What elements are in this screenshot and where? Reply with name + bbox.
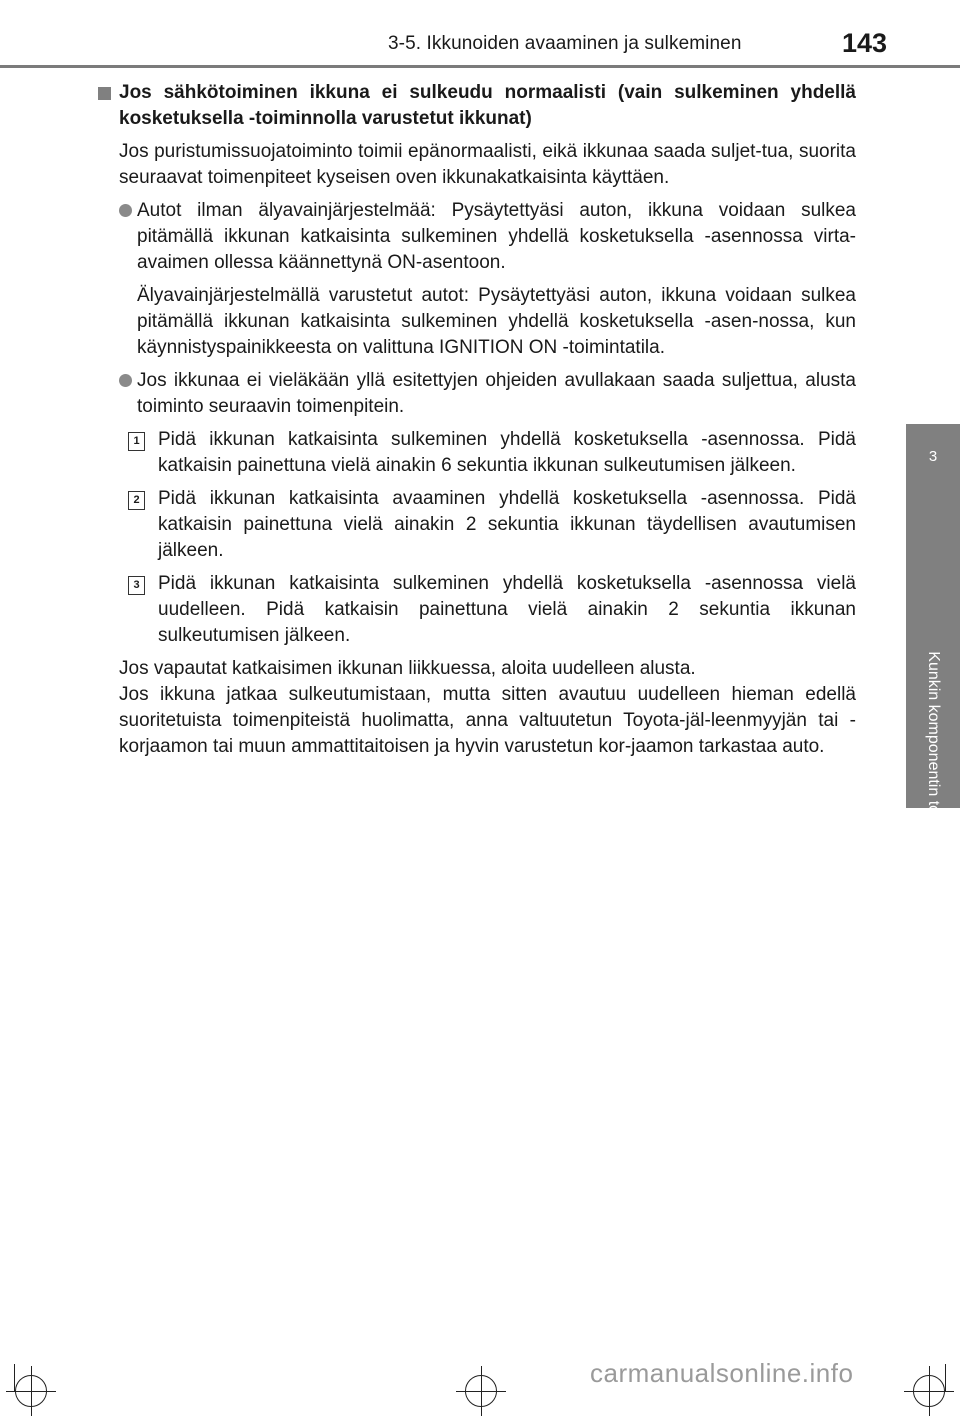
step-item — [133, 571, 856, 649]
registration-mark-icon — [913, 1375, 945, 1407]
step-item — [133, 427, 856, 479]
main-content — [98, 80, 856, 760]
page-number: 143 — [842, 28, 888, 58]
step-item — [133, 486, 856, 564]
bullet-text: Autot ilman älyavainjärjestelmää: Pysäytettyäsi auton, ikkuna voidaan sulkea pitämällä ikkunan katkaisinta sulkeminen yhdellä kosketuksella -asennossa virta-avaimen ollessa käännettynä ON-asentoon. — [137, 200, 856, 273]
watermark: carmanualsonline.info — [590, 1358, 854, 1388]
note-paragraph: Jos vapautat katkaisimen ikkunan liikkuessa, aloita uudelleen alusta. — [119, 658, 696, 679]
step-number-badge: 1 — [128, 432, 145, 451]
chapter-title: Kunkin komponentin toiminta — [925, 651, 942, 857]
header-divider — [0, 65, 960, 68]
round-bullet-icon — [119, 204, 132, 217]
step-text: Pidä ikkunan katkaisinta avaaminen yhdellä kosketuksella -asennossa. Pidä katkaisin painettuna vielä ainakin 2 sekuntia ikkunan täydellisen avautumisen jälkeen. — [158, 488, 856, 561]
intro-paragraph: Jos puristumissuojatoiminto toimii epänormaalisti, eikä ikkunaa saada suljet-tua, suorita seuraavat toimenpiteet kyseisen oven ikkunakatkaisinta käyttäen. — [119, 141, 856, 188]
bullet-sub-paragraph: Älyavainjärjestelmällä varustetut autot: Pysäytettyäsi auton, ikkuna voidaan sulkea pitämällä ikkunan katkaisinta sulkeminen yhdellä kosketuksella -asen-nossa, kun käynnistyspainikkeesta on valittuna IGNITION ON -toimintatila. — [137, 285, 856, 358]
step-number-badge: 3 — [128, 576, 145, 595]
chapter-side-tab — [906, 424, 960, 857]
step-number-badge: 2 — [128, 491, 145, 510]
list-item — [137, 198, 856, 276]
section-heading — [98, 80, 856, 132]
section-heading-text: Jos sähkötoiminen ikkuna ei sulkeudu normaalisti (vain sulkeminen yhdellä kosketuksella -toiminnolla varustetut ikkunat) — [119, 82, 856, 129]
step-text: Pidä ikkunan katkaisinta sulkeminen yhdellä kosketuksella -asennossa. Pidä katkaisin painettuna vielä ainakin 6 sekuntia ikkunan sulkeutumisen jälkeen. — [158, 429, 856, 476]
step-text: Pidä ikkunan katkaisinta sulkeminen yhdellä kosketuksella -asennossa vielä uudelleen. Pidä katkaisin painettuna vielä ainakin 2 sekuntia ikkunan sulkeutumisen jälkeen. — [158, 573, 856, 646]
chapter-number: 3 — [928, 448, 938, 465]
section-title: 3-5. Ikkunoiden avaaminen ja sulkeminen — [388, 33, 742, 54]
registration-mark-icon — [15, 1375, 47, 1407]
square-bullet-icon — [98, 87, 111, 100]
note-paragraph: Jos ikkuna jatkaa sulkeutumistaan, mutta sitten avautuu uudelleen hieman edellä suoritetuista toimenpiteistä huolimatta, anna valtuutetun Toyota-jäl-leenmyyjän tai -korjaamon tai muun ammattitaitoisen ja hyvin varustetun kor-jaamon tarkastaa auto. — [119, 684, 856, 757]
round-bullet-icon — [119, 374, 132, 387]
list-item — [137, 368, 856, 420]
crop-mark — [945, 1364, 946, 1392]
bullet-text: Jos ikkunaa ei vieläkään yllä esitettyjen ohjeiden avullakaan saada suljettua, alusta toiminto seuraavin toimenpitein. — [137, 370, 856, 417]
registration-mark-icon — [465, 1375, 497, 1407]
